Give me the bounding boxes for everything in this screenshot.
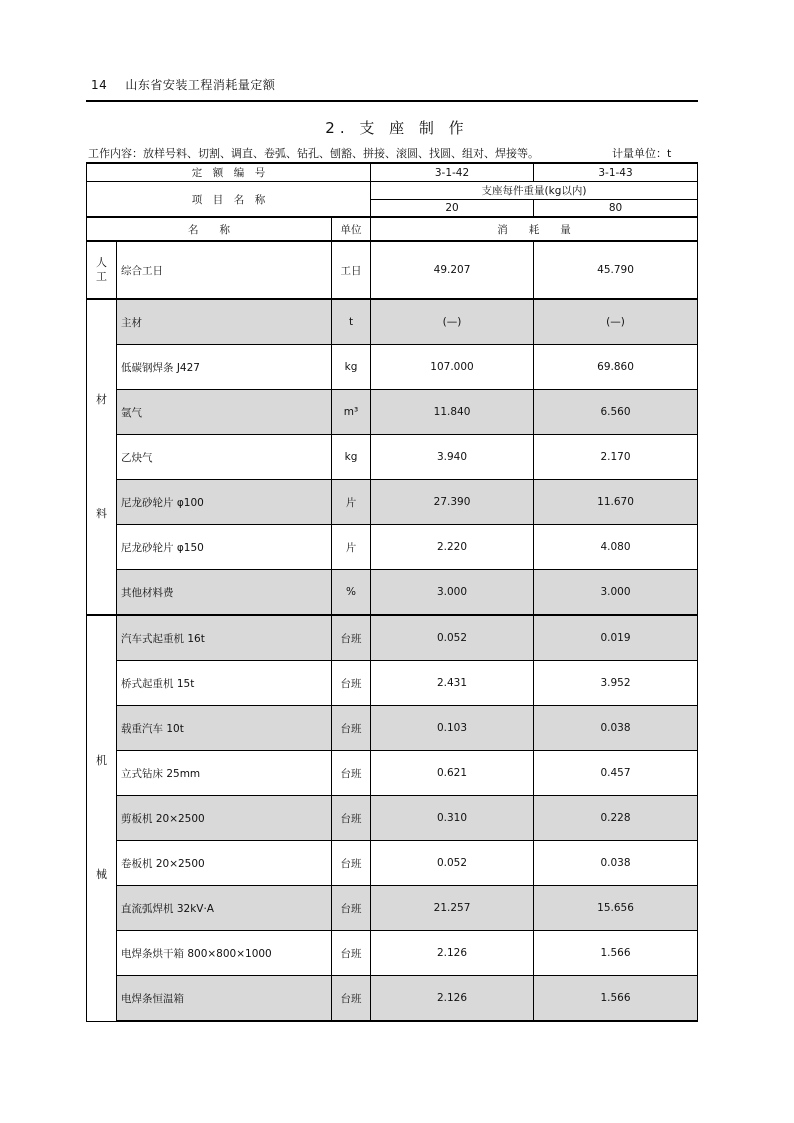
category-material bbox=[87, 299, 117, 615]
table-row bbox=[87, 525, 698, 570]
row-unit: kg bbox=[332, 345, 371, 390]
row-value-col2: 3.952 bbox=[534, 661, 698, 706]
row-value-col1: 2.220 bbox=[371, 525, 534, 570]
row-value-col1: 27.390 bbox=[371, 480, 534, 525]
code-col1: 3-1-42 bbox=[371, 163, 534, 182]
param-col1: 20 bbox=[371, 200, 534, 218]
row-unit: 片 bbox=[332, 525, 371, 570]
row-value-col2: 3.000 bbox=[534, 570, 698, 616]
category-machine bbox=[87, 615, 117, 1021]
quota-table bbox=[86, 162, 698, 1022]
table-row bbox=[87, 841, 698, 886]
table-row bbox=[87, 345, 698, 390]
row-name: 尼龙砂轮片 φ150 bbox=[117, 525, 332, 570]
row-unit: 台班 bbox=[332, 661, 371, 706]
row-value-col2: 1.566 bbox=[534, 976, 698, 1022]
header-rule bbox=[86, 100, 698, 102]
row-name: 尼龙砂轮片 φ100 bbox=[117, 480, 332, 525]
row-name: 电焊条烘干箱 800×800×1000 bbox=[117, 931, 332, 976]
row-unit: 台班 bbox=[332, 976, 371, 1022]
row-value-col2: 11.670 bbox=[534, 480, 698, 525]
row-value-col2: 4.080 bbox=[534, 525, 698, 570]
row-value-col2: (—) bbox=[534, 299, 698, 345]
table-row bbox=[87, 435, 698, 480]
category-material-char: 料 bbox=[96, 507, 107, 520]
item-name-label: 项 目 名 称 bbox=[87, 182, 371, 218]
col-unit-header: 单位 bbox=[332, 217, 371, 241]
unit-label: 计量单位：t bbox=[612, 147, 672, 160]
row-unit: t bbox=[332, 299, 371, 345]
row-value-col1: 21.257 bbox=[371, 886, 534, 931]
code-col2: 3-1-43 bbox=[534, 163, 698, 182]
table-row bbox=[87, 615, 698, 661]
quota-no-label: 定 额 编 号 bbox=[87, 163, 371, 182]
col-consumption-header: 消 耗 量 bbox=[371, 217, 698, 241]
table-row bbox=[87, 796, 698, 841]
table-row bbox=[87, 661, 698, 706]
param-label: 支座每件重量(kg以内) bbox=[371, 182, 698, 200]
row-name: 立式钻床 25mm bbox=[117, 751, 332, 796]
row-value-col2: 0.038 bbox=[534, 706, 698, 751]
row-unit: 台班 bbox=[332, 751, 371, 796]
table-row bbox=[87, 299, 698, 345]
row-unit: % bbox=[332, 570, 371, 616]
table-row bbox=[87, 241, 698, 299]
row-unit: 工日 bbox=[332, 241, 371, 299]
col-name-header: 名 称 bbox=[87, 217, 332, 241]
category-machine-char: 机 bbox=[96, 754, 107, 768]
row-value-col1: (—) bbox=[371, 299, 534, 345]
row-unit: 台班 bbox=[332, 886, 371, 931]
row-name: 直流弧焊机 32kV·A bbox=[117, 886, 332, 931]
row-value-col2: 0.457 bbox=[534, 751, 698, 796]
row-name: 其他材料费 bbox=[117, 570, 332, 616]
row-value-col2: 0.019 bbox=[534, 615, 698, 661]
row-unit: 台班 bbox=[332, 841, 371, 886]
row-value-col2: 0.228 bbox=[534, 796, 698, 841]
row-unit: kg bbox=[332, 435, 371, 480]
row-name: 综合工日 bbox=[117, 241, 332, 299]
table-row bbox=[87, 480, 698, 525]
row-value-col1: 3.940 bbox=[371, 435, 534, 480]
row-value-col1: 2.126 bbox=[371, 931, 534, 976]
row-name: 桥式起重机 15t bbox=[117, 661, 332, 706]
work-content: 工作内容：放样号料、切割、调直、卷弧、钻孔、刨豁、拼接、滚圆、找圆、组对、焊接等。 bbox=[88, 147, 539, 160]
row-value-col2: 0.038 bbox=[534, 841, 698, 886]
row-unit: 台班 bbox=[332, 615, 371, 661]
row-unit: m³ bbox=[332, 390, 371, 435]
row-value-col2: 15.656 bbox=[534, 886, 698, 931]
row-value-col2: 6.560 bbox=[534, 390, 698, 435]
row-name: 乙炔气 bbox=[117, 435, 332, 480]
row-value-col1: 0.621 bbox=[371, 751, 534, 796]
row-value-col1: 11.840 bbox=[371, 390, 534, 435]
category-machine-char: 械 bbox=[96, 868, 107, 882]
param-col2: 80 bbox=[534, 200, 698, 218]
page-number: 14 bbox=[91, 78, 108, 92]
table-row bbox=[87, 976, 698, 1022]
row-value-col2: 45.790 bbox=[534, 241, 698, 299]
table-row bbox=[87, 390, 698, 435]
row-name: 卷板机 20×2500 bbox=[117, 841, 332, 886]
row-unit: 台班 bbox=[332, 706, 371, 751]
row-value-col1: 49.207 bbox=[371, 241, 534, 299]
row-value-col2: 2.170 bbox=[534, 435, 698, 480]
row-value-col2: 69.860 bbox=[534, 345, 698, 390]
row-name: 电焊条恒温箱 bbox=[117, 976, 332, 1022]
table-row bbox=[87, 570, 698, 616]
row-value-col1: 107.000 bbox=[371, 345, 534, 390]
book-title: 山东省安装工程消耗量定额 bbox=[125, 78, 276, 92]
table-row bbox=[87, 706, 698, 751]
category-labor-char: 人工 bbox=[96, 256, 107, 283]
row-name: 剪板机 20×2500 bbox=[117, 796, 332, 841]
row-value-col1: 0.052 bbox=[371, 615, 534, 661]
row-value-col1: 0.052 bbox=[371, 841, 534, 886]
page-header bbox=[91, 76, 275, 93]
row-value-col1: 0.103 bbox=[371, 706, 534, 751]
category-labor bbox=[87, 241, 117, 299]
row-unit: 片 bbox=[332, 480, 371, 525]
row-unit: 台班 bbox=[332, 931, 371, 976]
category-material-char: 材 bbox=[96, 393, 107, 406]
row-value-col1: 2.431 bbox=[371, 661, 534, 706]
row-name: 氩气 bbox=[117, 390, 332, 435]
row-name: 主材 bbox=[117, 299, 332, 345]
row-name: 低碳钢焊条 J427 bbox=[117, 345, 332, 390]
row-value-col1: 3.000 bbox=[371, 570, 534, 616]
table-row bbox=[87, 886, 698, 931]
table-row bbox=[87, 751, 698, 796]
row-name: 汽车式起重机 16t bbox=[117, 615, 332, 661]
table-row bbox=[87, 931, 698, 976]
section-title: 2. 支 座 制 作 bbox=[325, 119, 469, 137]
row-value-col1: 2.126 bbox=[371, 976, 534, 1022]
row-value-col1: 0.310 bbox=[371, 796, 534, 841]
row-value-col2: 1.566 bbox=[534, 931, 698, 976]
row-unit: 台班 bbox=[332, 796, 371, 841]
row-name: 载重汽车 10t bbox=[117, 706, 332, 751]
